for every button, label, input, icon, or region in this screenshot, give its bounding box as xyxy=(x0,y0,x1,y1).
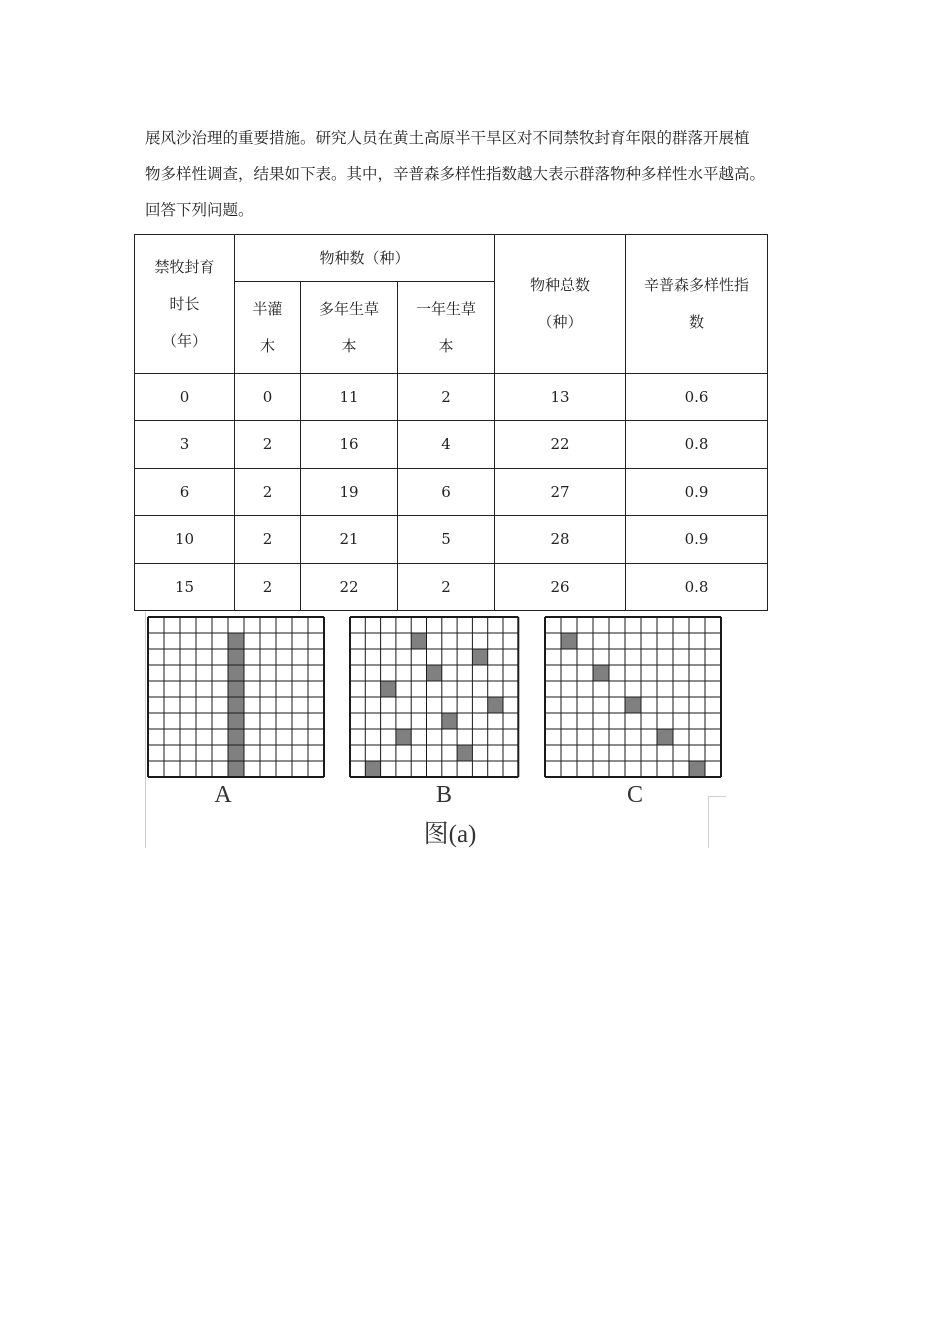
cell-simpson: 0.9 xyxy=(626,469,768,516)
occupied-cell xyxy=(689,761,705,777)
cell-total: 28 xyxy=(495,516,626,564)
occupied-cell xyxy=(396,729,411,745)
figure-border-right xyxy=(708,796,709,848)
cell-duration: 10 xyxy=(135,516,235,564)
intro-paragraph xyxy=(145,120,825,228)
grid-b-label: B xyxy=(435,782,452,808)
table-row xyxy=(135,421,768,469)
cell-total: 13 xyxy=(495,374,626,421)
occupied-cell xyxy=(457,745,472,761)
header-simpson-line: 数 xyxy=(688,313,704,331)
cell-total: 22 xyxy=(495,421,626,469)
header-perennial xyxy=(301,282,398,374)
paragraph-line-1: 展风沙治理的重要措施。研究人员在黄土高原半干旱区对不同禁牧封育年限的群落开展植 xyxy=(145,129,750,147)
cell-simpson: 0.6 xyxy=(626,374,768,421)
cell-duration: 6 xyxy=(135,469,235,516)
header-simpson-line: 辛普森多样性指 xyxy=(643,276,749,294)
header-annual-line: 本 xyxy=(438,336,454,355)
cell-shrub: 2 xyxy=(235,421,301,469)
grid-a xyxy=(147,616,327,780)
cell-perennial: 16 xyxy=(301,421,398,469)
occupied-cell xyxy=(381,681,396,697)
occupied-cell xyxy=(657,729,673,745)
occupied-cell xyxy=(228,729,244,745)
header-total xyxy=(495,235,626,374)
cell-shrub: 0 xyxy=(235,374,301,421)
header-perennial-line: 多年生草 xyxy=(318,299,379,318)
cell-shrub: 2 xyxy=(235,564,301,611)
occupied-cell xyxy=(625,697,641,713)
cell-duration: 0 xyxy=(135,374,235,421)
occupied-cell xyxy=(472,649,487,665)
cell-duration: 15 xyxy=(135,564,235,611)
header-annual-line: 一年生草 xyxy=(415,299,476,318)
cell-annual: 4 xyxy=(398,421,495,469)
cell-annual: 6 xyxy=(398,469,495,516)
cell-total: 26 xyxy=(495,564,626,611)
header-duration-line: （年） xyxy=(161,331,207,350)
cell-perennial: 11 xyxy=(301,374,398,421)
occupied-cell xyxy=(228,745,244,761)
occupied-cell xyxy=(228,713,244,729)
cell-perennial: 22 xyxy=(301,564,398,611)
header-species-group: 物种数（种） xyxy=(235,235,495,282)
occupied-cell xyxy=(442,713,457,729)
header-simpson xyxy=(626,235,768,374)
cell-simpson: 0.8 xyxy=(626,564,768,611)
cell-total: 27 xyxy=(495,469,626,516)
occupied-cell xyxy=(411,633,426,649)
header-duration-line: 禁牧封育 xyxy=(154,257,215,276)
grid-c-label: C xyxy=(626,782,643,808)
figure-border-corner xyxy=(708,796,726,797)
paragraph-line-3: 回答下列问题。 xyxy=(145,201,254,219)
cell-perennial: 21 xyxy=(301,516,398,564)
table-row xyxy=(135,374,768,421)
distribution-figure xyxy=(145,612,727,848)
header-annual xyxy=(398,282,495,374)
cell-annual: 2 xyxy=(398,374,495,421)
grid-c xyxy=(544,616,724,780)
cell-simpson: 0.8 xyxy=(626,421,768,469)
grid-b xyxy=(349,616,521,780)
occupied-cell xyxy=(488,697,503,713)
figure-border-left xyxy=(145,612,146,848)
table-row xyxy=(135,469,768,516)
header-total-line: （种） xyxy=(537,313,583,331)
occupied-cell xyxy=(228,633,244,649)
paragraph-line-2: 物多样性调查，结果如下表。其中，辛普森多样性指数越大表示群落物种多样性水平越高。 xyxy=(145,165,766,183)
occupied-cell xyxy=(561,633,577,649)
header-duration-line: 时长 xyxy=(169,294,200,313)
figure-caption: 图(a) xyxy=(423,821,477,848)
grid-a-label: A xyxy=(214,782,232,808)
cell-annual: 2 xyxy=(398,564,495,611)
cell-perennial: 19 xyxy=(301,469,398,516)
header-duration xyxy=(135,235,235,374)
occupied-cell xyxy=(427,665,442,681)
occupied-cell xyxy=(228,761,244,777)
header-shrub-line: 半灌 xyxy=(252,299,283,318)
occupied-cell xyxy=(228,681,244,697)
occupied-cell xyxy=(228,649,244,665)
table-row xyxy=(135,516,768,564)
cell-shrub: 2 xyxy=(235,516,301,564)
occupied-cell xyxy=(593,665,609,681)
occupied-cell xyxy=(228,697,244,713)
header-shrub-line: 木 xyxy=(259,336,275,355)
diversity-table xyxy=(134,234,768,611)
cell-duration: 3 xyxy=(135,421,235,469)
table-row xyxy=(135,564,768,611)
occupied-cell xyxy=(365,761,380,777)
cell-simpson: 0.9 xyxy=(626,516,768,564)
cell-shrub: 2 xyxy=(235,469,301,516)
occupied-cell xyxy=(228,665,244,681)
header-perennial-line: 本 xyxy=(341,336,357,355)
header-shrub xyxy=(235,282,301,374)
header-total-line: 物种总数 xyxy=(529,276,590,294)
cell-annual: 5 xyxy=(398,516,495,564)
